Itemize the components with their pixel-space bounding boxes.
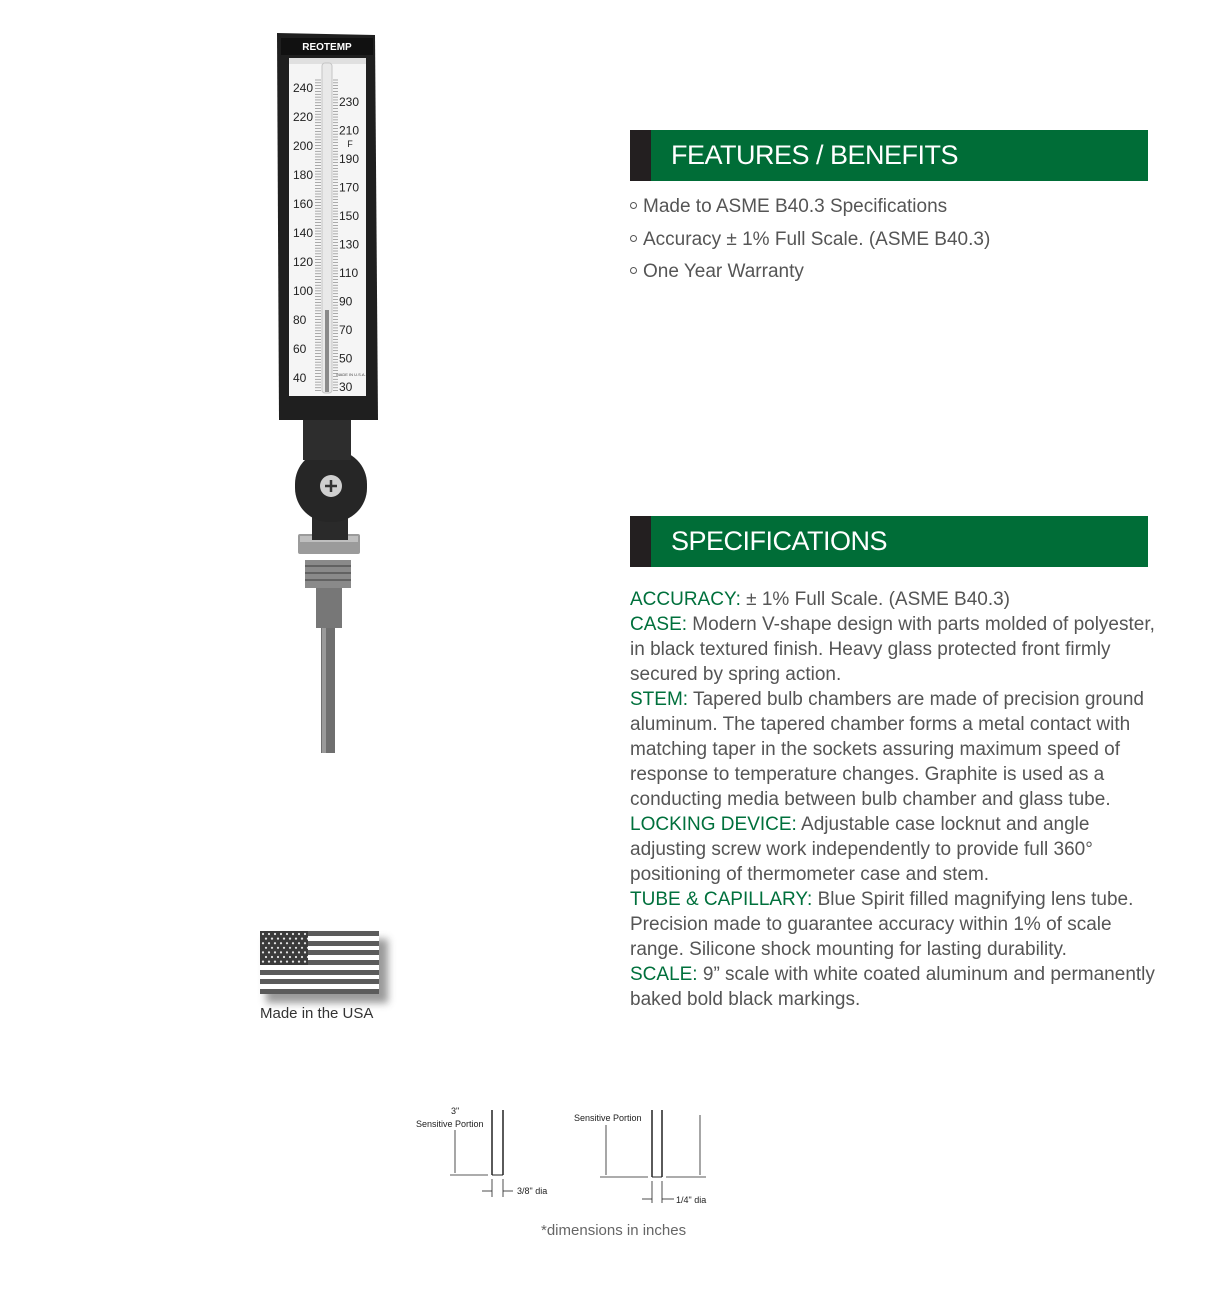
- scale-label-left: 40: [293, 371, 307, 385]
- scale-label-left: 220: [293, 110, 314, 124]
- bullet-icon: [630, 267, 637, 274]
- diagram-sensitive-label: Sensitive Portion: [416, 1119, 484, 1129]
- unit-label: F: [347, 139, 353, 149]
- scale-label-right: 110: [339, 266, 359, 280]
- specifications-title: SPECIFICATIONS: [671, 526, 888, 556]
- flag-star: [262, 933, 264, 935]
- spec-text: Tapered bulb chambers are made of precision ground aluminum. The tapered chamber forms a metal contact with matching taper in the sockets assuring maximum speed of response to temperature changes. Graphite is used as a conducting media between bulb chamber and glass tube.: [630, 689, 1144, 810]
- scale-label-right: 170: [339, 180, 360, 195]
- made-in-label: MADE IN U.S.A.: [336, 372, 366, 377]
- spec-label: LOCKING DEVICE:: [630, 814, 797, 835]
- flag-star: [304, 942, 306, 944]
- flag-star: [292, 961, 294, 963]
- flag-star: [274, 942, 276, 944]
- flag-star: [295, 956, 297, 958]
- spec-label: STEM:: [630, 689, 689, 710]
- flag-star: [304, 951, 306, 953]
- flag-star: [289, 956, 291, 958]
- feature-item: One Year Warranty: [630, 259, 990, 292]
- flag-star: [286, 961, 288, 963]
- flag-star: [262, 961, 264, 963]
- spec-locking-device: [630, 812, 1158, 887]
- scale-label-left: 100: [293, 284, 314, 298]
- scale-label-right: 130: [339, 237, 360, 252]
- flag-star: [271, 938, 273, 940]
- flag-star: [274, 951, 276, 953]
- flag-star: [292, 951, 294, 953]
- flag-star: [307, 947, 308, 949]
- flag-star: [268, 951, 270, 953]
- feature-item: Accuracy ± 1% Full Scale. (ASME B40.3): [630, 227, 990, 260]
- flag-star: [304, 961, 306, 963]
- bullet-icon: [630, 235, 637, 242]
- spec-text: Blue Spirit filled magnifying lens tube. Precision made to guarantee accuracy within 1% of scale range. Silicone shock mounting for lasting durability.: [630, 889, 1134, 960]
- flag-star: [304, 933, 306, 935]
- flag-star: [268, 942, 270, 944]
- flag-star: [271, 947, 273, 949]
- flag-star: [265, 956, 267, 958]
- scale-label-right: 90: [339, 294, 353, 309]
- flag-star: [283, 938, 285, 940]
- spec-text: 9” scale with white coated aluminum and permanently baked bold black markings.: [630, 964, 1155, 1010]
- banner-tab: [630, 516, 651, 567]
- flag-star: [298, 961, 300, 963]
- flag-star: [280, 942, 282, 944]
- flag-star: [274, 961, 276, 963]
- scale-label-left: 240: [293, 81, 314, 95]
- flag-star: [295, 938, 297, 940]
- scale-label-left: 120: [293, 255, 314, 269]
- brand-logo: REOTEMP: [302, 42, 352, 53]
- flag-star: [289, 947, 291, 949]
- flag-star: [265, 947, 267, 949]
- diagram-sensitive-label: Sensitive Portion: [574, 1113, 642, 1123]
- scale-label-left: 180: [293, 168, 314, 182]
- spec-label: ACCURACY:: [630, 589, 741, 610]
- spec-label: SCALE:: [630, 964, 698, 985]
- scale-label-right: 70: [339, 323, 353, 337]
- spec-text: Adjustable case locknut and angle adjusting screw work independently to provide full 360° positioning of thermometer case and stem.: [630, 814, 1093, 885]
- spec-scale: [630, 962, 1158, 1012]
- flag-star: [280, 951, 282, 953]
- flag-star: [283, 947, 285, 949]
- usa-flag-icon: [260, 931, 379, 994]
- flag-star: [301, 947, 303, 949]
- flag-star: [265, 938, 267, 940]
- spec-label: CASE:: [630, 614, 688, 635]
- flag-star: [298, 951, 300, 953]
- diagram-dia-label: 3/8" dia: [517, 1186, 548, 1196]
- scale-label-left: 200: [293, 139, 314, 153]
- spec-accuracy: [630, 587, 1158, 612]
- scale-label-right: 150: [339, 209, 360, 223]
- specifications-body: [630, 587, 1158, 1012]
- flag-star: [292, 933, 294, 935]
- flag-star: [286, 951, 288, 953]
- flag-star: [277, 956, 279, 958]
- dimensions-note: *dimensions in inches: [541, 1222, 687, 1239]
- scale-label-right: 190: [339, 152, 360, 166]
- scale-label-right: 230: [339, 95, 360, 109]
- flag-star: [271, 956, 273, 958]
- flag-star: [301, 956, 303, 958]
- flag-star: [280, 933, 282, 935]
- scale-label-right: 50: [339, 351, 353, 366]
- flag-star: [298, 933, 300, 935]
- scale-label-left: 60: [293, 342, 307, 356]
- flag-star: [277, 938, 279, 940]
- flag-star: [292, 942, 294, 944]
- scale-label-right: 30: [339, 380, 353, 394]
- flag-star: [286, 933, 288, 935]
- flag-star: [268, 961, 270, 963]
- flag-star: [307, 938, 308, 940]
- scale-label-left: 160: [293, 197, 314, 211]
- flag-star: [307, 956, 308, 958]
- flag-star: [298, 942, 300, 944]
- specifications-banner: [630, 516, 1148, 567]
- flag-star: [295, 947, 297, 949]
- spec-label: TUBE & CAPILLARY:: [630, 889, 813, 910]
- features-banner: [630, 130, 1148, 181]
- flag-star: [280, 961, 282, 963]
- flag-star: [268, 933, 270, 935]
- diagram-top-label: 3": [451, 1106, 460, 1116]
- flag-star: [277, 947, 279, 949]
- flag-star: [286, 942, 288, 944]
- feature-item: Made to ASME B40.3 Specifications: [630, 194, 990, 227]
- flag-star: [301, 938, 303, 940]
- features-title: FEATURES / BENEFITS: [671, 140, 959, 170]
- spec-text: Modern V-shape design with parts molded of polyester, in black textured finish. Heavy glass protected front firmly secured by spring action.: [630, 614, 1155, 685]
- spec-case: [630, 612, 1158, 687]
- spec-stem: [630, 687, 1158, 812]
- scale-label-right: 210: [339, 123, 360, 138]
- spec-tube-capillary: [630, 887, 1158, 962]
- spec-text: ± 1% Full Scale. (ASME B40.3): [740, 589, 1010, 610]
- flag-star: [262, 951, 264, 953]
- made-in-usa-caption: Made in the USA: [260, 1005, 374, 1022]
- flag-star: [274, 933, 276, 935]
- features-list: [630, 194, 990, 292]
- flag-star: [262, 942, 264, 944]
- flag-star: [283, 956, 285, 958]
- thermometer-image: [260, 25, 410, 760]
- bullet-icon: [630, 202, 637, 209]
- scale-label-left: 140: [293, 226, 314, 240]
- diagram-dia-label: 1/4" dia: [676, 1195, 707, 1205]
- flag-star: [289, 938, 291, 940]
- scale-label-left: 80: [293, 313, 307, 327]
- banner-tab: [630, 130, 651, 181]
